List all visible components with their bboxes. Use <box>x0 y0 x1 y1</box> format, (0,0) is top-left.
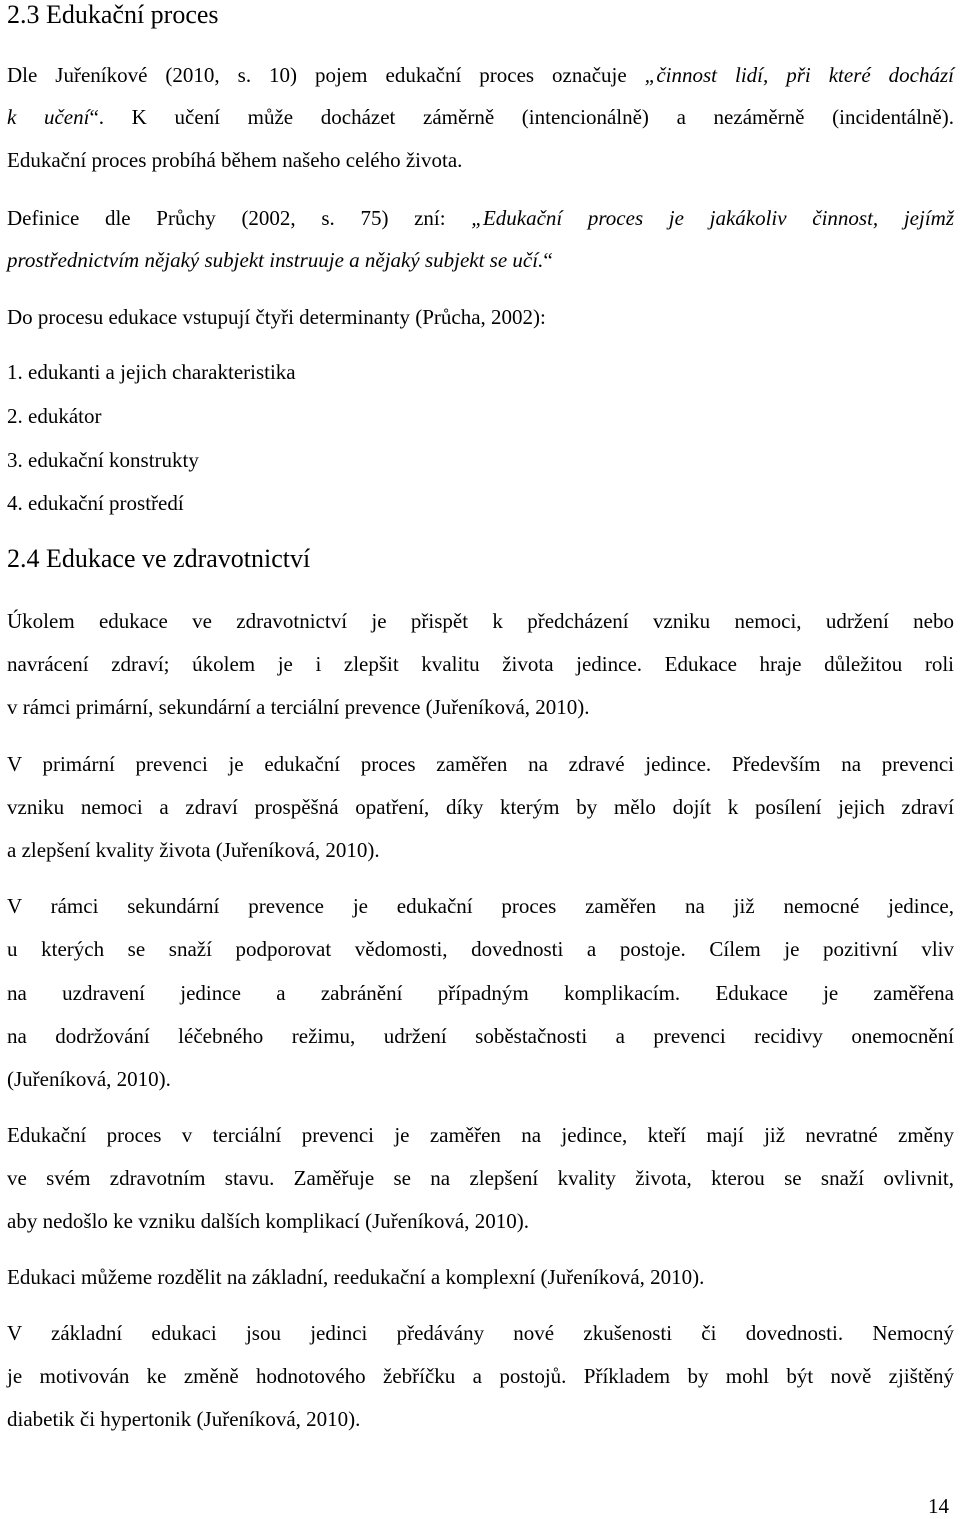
p9-line: V základní edukaci jsou jedinci předávány nové zkušenosti či dovednosti. Nemocný <box>7 1321 954 1345</box>
p1-line-2-quote: k učení <box>7 105 90 129</box>
p1-line-2 <box>7 105 954 130</box>
p4-line: Úkolem edukace ve zdravotnictví je přispět k předcházení vzniku nemoci, udržení nebo <box>7 609 954 633</box>
p5-line: V primární prevenci je edukační proces zaměřen na zdravé jedince. Především na prevenci <box>7 752 954 776</box>
heading-2-4: 2.4 Edukace ve zdravotnictví <box>7 544 311 573</box>
p1-line-1 <box>7 63 954 88</box>
p5-line: a zlepšení kvality života (Juřeníková, 2010). <box>7 838 380 862</box>
list-item: 3. edukační konstrukty <box>7 448 199 472</box>
p7-line: Edukační proces v terciální prevenci je zaměřen na jedince, kteří mají již nevratné změny <box>7 1123 954 1147</box>
p2-line-2-closing-quote: “ <box>543 248 553 272</box>
p6-line: V rámci sekundární prevence je edukační proces zaměřen na již nemocné jedince, <box>7 894 954 918</box>
p7-line: aby nedošlo ke vzniku dalších komplikací (Juřeníková, 2010). <box>7 1209 529 1233</box>
p1-line-1-text: Dle Juřeníkové (2010, s. 10) pojem edukační proces označuje <box>7 63 645 87</box>
p2-line-1-quote: „Edukační proces je jakákoliv činnost, jejímž <box>471 206 954 230</box>
p2-line-1 <box>7 206 954 231</box>
p6-line: u kterých se snaží podporovat vědomosti, dovednosti a postoje. Cílem je pozitivní vliv <box>7 937 954 961</box>
p4-line: v rámci primární, sekundární a terciální prevence (Juřeníková, 2010). <box>7 695 590 719</box>
p6-line: (Juřeníková, 2010). <box>7 1067 171 1091</box>
p1-line-1-quote: „činnost lidí, při které dochází <box>644 63 954 87</box>
list-item: 4. edukační prostředí <box>7 491 184 515</box>
p6-line: na uzdravení jedince a zabránění případným komplikacím. Edukace je zaměřena <box>7 981 954 1005</box>
p2-line-1-text: Definice dle Průchy (2002, s. 75) zní: <box>7 206 472 230</box>
p9-line: diabetik či hypertonik (Juřeníková, 2010). <box>7 1407 361 1431</box>
p1-line-3: Edukační proces probíhá během našeho celého života. <box>7 148 463 172</box>
p2-line-2-quote: prostřednictvím nějaký subjekt instruuje a nějaký subjekt se učí. <box>7 248 544 272</box>
page-number: 14 <box>928 1494 949 1518</box>
list-item: 1. edukanti a jejich charakteristika <box>7 360 296 384</box>
p3: Do procesu edukace vstupují čtyři determinanty (Průcha, 2002): <box>7 305 546 329</box>
heading-2-3: 2.3 Edukační proces <box>7 0 219 29</box>
p9-line: je motivován ke změně hodnotového žebříčku a postojů. Příkladem by mohl být nově zjištěný <box>7 1364 954 1388</box>
p5-line: vzniku nemoci a zdraví prospěšná opatření, díky kterým by mělo dojít k posílení jejich zdraví <box>7 795 954 819</box>
list-item: 2. edukátor <box>7 404 102 428</box>
p8: Edukaci můžeme rozdělit na základní, reedukační a komplexní (Juřeníková, 2010). <box>7 1265 705 1289</box>
p6-line: na dodržování léčebného režimu, udržení soběstačnosti a prevenci recidivy onemocnění <box>7 1024 954 1048</box>
p2-line-2 <box>7 248 553 273</box>
p1-line-2-text: “. K učení může docházet záměrně (intencionálně) a nezáměrně (incidentálně). <box>89 105 954 129</box>
p7-line: ve svém zdravotním stavu. Zaměřuje se na zlepšení kvality života, kterou se snaží ovlivnit, <box>7 1166 954 1190</box>
p4-line: navrácení zdraví; úkolem je i zlepšit kvalitu života jedince. Edukace hraje důležitou roli <box>7 652 954 676</box>
